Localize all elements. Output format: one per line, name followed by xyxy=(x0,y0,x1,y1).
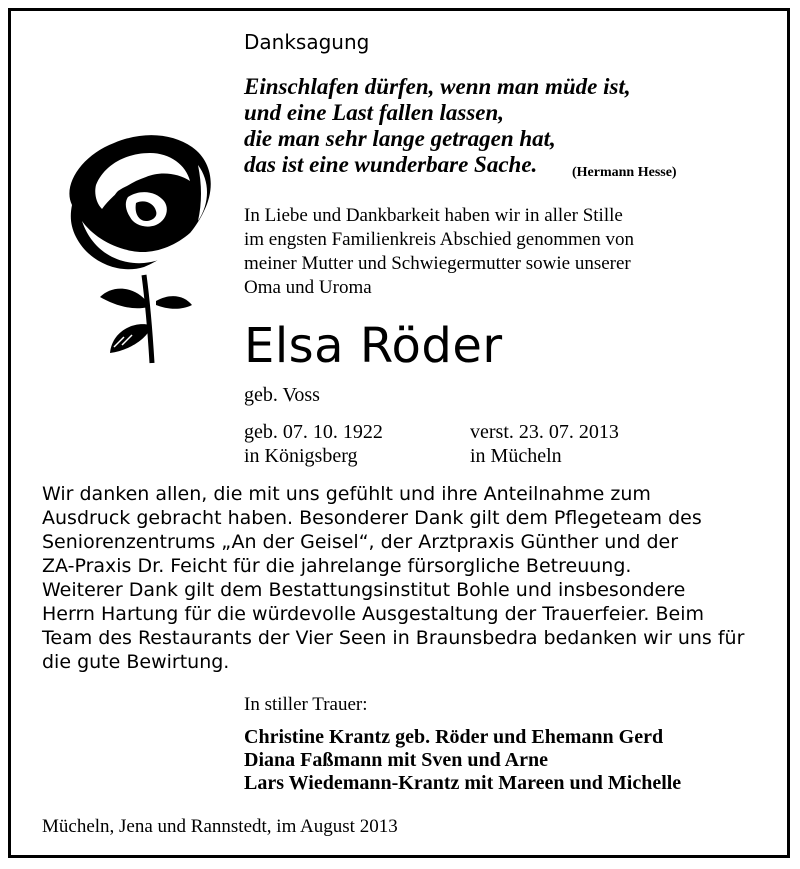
thanks-line: Seniorenzentrums „An der Geisel“, der Arztpraxis Günther und der xyxy=(42,531,679,553)
mourner-name: Lars Wiedemann-Krantz mit Mareen und Michelle xyxy=(244,772,682,794)
thanks-line: Weiterer Dank gilt dem Bestattungsinstitut Bohle und insbesondere xyxy=(42,579,686,601)
poem-quote xyxy=(244,74,631,178)
intro-line: Oma und Uroma xyxy=(244,277,372,298)
birth-info xyxy=(244,420,383,468)
mourner-name: Diana Faßmann mit Sven und Arne xyxy=(244,749,548,771)
thanks-line: Team des Restaurants der Vier Seen in Braunsbedra bedanken wir uns für xyxy=(42,627,745,649)
thanks-line: Wir danken allen, die mit uns gefühlt und ihre Anteilnahme zum xyxy=(42,483,651,505)
mourners-list xyxy=(244,726,681,795)
mourner-name: Christine Krantz geb. Röder und Ehemann Gerd xyxy=(244,726,664,748)
death-date: verst. 23. 07. 2013 xyxy=(470,421,619,443)
birth-place: in Königsberg xyxy=(244,445,358,467)
deceased-name: Elsa Röder xyxy=(244,318,503,374)
intro-line: im engsten Familienkreis Abschied genommen von xyxy=(244,229,634,250)
poem-author: (Hermann Hesse) xyxy=(572,165,677,180)
intro-line: In Liebe und Dankbarkeit haben wir in aller Stille xyxy=(244,205,623,226)
thanks-line: Ausdruck gebracht haben. Besonderer Dank gilt dem Pflegeteam des xyxy=(42,507,702,529)
death-info xyxy=(470,420,619,468)
thanks-line: die gute Bewirtung. xyxy=(42,651,230,673)
poem-line: die man sehr lange getragen hat, xyxy=(244,126,556,151)
mourning-label: In stiller Trauer: xyxy=(244,694,368,715)
death-place: in Mücheln xyxy=(470,445,562,467)
thanks-line: ZA-Praxis Dr. Feicht für die jahrelange fürsorgliche Betreuung. xyxy=(42,555,632,577)
intro-line: meiner Mutter und Schwiegermutter sowie unserer xyxy=(244,253,631,274)
birth-date: geb. 07. 10. 1922 xyxy=(244,421,383,443)
poem-line: Einschlafen dürfen, wenn man müde ist, xyxy=(244,74,631,99)
poem-line: das ist eine wunderbare Sache. xyxy=(244,152,538,177)
rose-icon xyxy=(52,125,232,365)
notice-heading: Danksagung xyxy=(244,30,370,54)
place-and-date: Mücheln, Jena und Rannstedt, im August 2013 xyxy=(42,816,398,837)
poem-line: und eine Last fallen lassen, xyxy=(244,100,505,125)
intro-text xyxy=(244,204,634,300)
birth-name: geb. Voss xyxy=(244,384,320,406)
thanks-line: Herrn Hartung für die würdevolle Ausgestaltung der Trauerfeier. Beim xyxy=(42,603,705,625)
thanks-paragraph xyxy=(42,482,754,674)
